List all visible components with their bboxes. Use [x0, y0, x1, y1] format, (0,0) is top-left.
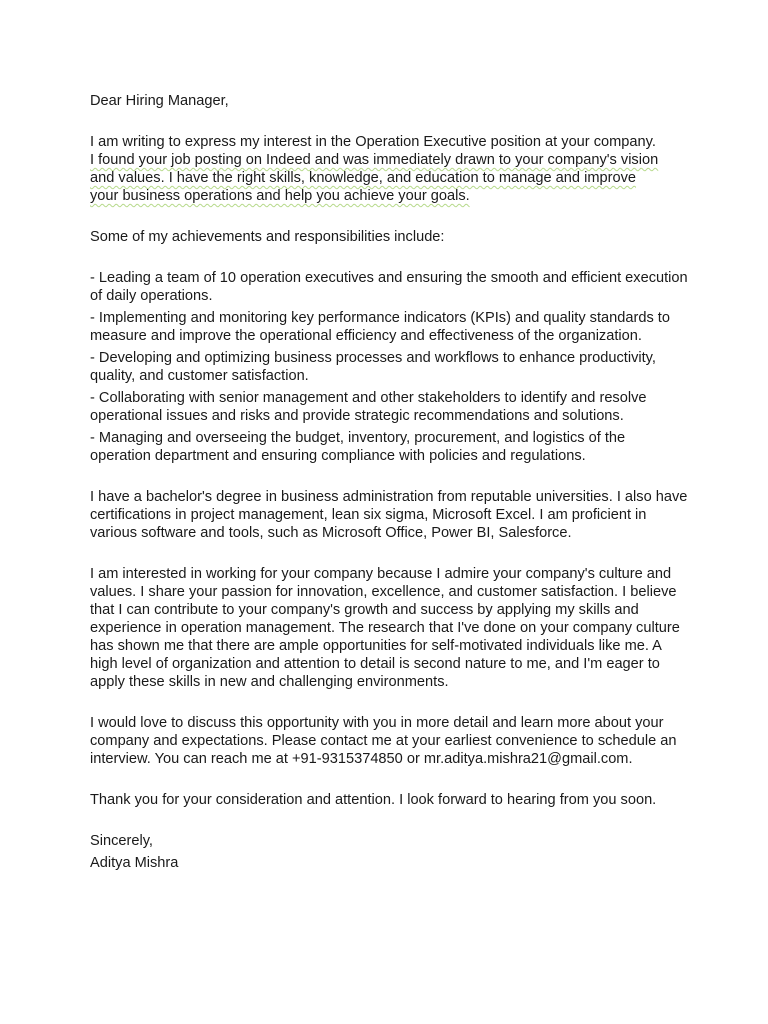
interest-paragraph: I am interested in working for your company because I admire your company's culture and values. I share your passion for innovation, excellence, and customer satisfaction. I believe that I can contribute to your company's growth and success by applying my skills and experience in operation management. The research that I've done on your company culture has shown me that there are ample opportunities for self-motivated individuals like me. A high level of organization and attention to detail is second nature to me, and I'm eager to apply these skills in new and challenging environments. — [90, 566, 680, 690]
intro-paragraph — [90, 133, 690, 205]
list-item: - Collaborating with senior management and other stakeholders to identify and resolve operational issues and risks and provide strategic recommendations and solutions. — [90, 390, 647, 424]
education-paragraph: I have a bachelor's degree in business administration from reputable universities. I also have certifications in project management, lean six sigma, Microsoft Excel. I am proficient in various software and tools, such as Microsoft Office, Power BI, Salesforce. — [90, 489, 688, 541]
list-item: - Developing and optimizing business processes and workflows to enhance productivity, quality, and customer satisfaction. — [90, 350, 656, 384]
closing: Sincerely, — [90, 833, 153, 849]
list-item: - Implementing and monitoring key performance indicators (KPIs) and quality standards to measure and improve the operational efficiency and effectiveness of the organization. — [90, 310, 670, 344]
closing-block — [90, 832, 690, 872]
achievements-heading: Some of my achievements and responsibilities include: — [90, 229, 445, 245]
cover-letter — [90, 92, 690, 872]
list-item: - Managing and overseeing the budget, inventory, procurement, and logistics of the operation department and ensuring compliance with policies and regulations. — [90, 430, 626, 464]
salutation: Dear Hiring Manager, — [90, 93, 229, 109]
intro-line: and values. I have the right skills, knowledge, and education to manage and improve — [90, 170, 636, 186]
list-item: - Leading a team of 10 operation executives and ensuring the smooth and efficient execution of daily operations. — [90, 270, 688, 304]
thanks-paragraph: Thank you for your consideration and attention. I look forward to hearing from you soon. — [90, 792, 657, 808]
intro-line: I am writing to express my interest in the Operation Executive position at your company. — [90, 134, 656, 150]
achievements-list — [90, 269, 690, 465]
contact-paragraph: I would love to discuss this opportunity with you in more detail and learn more about your company and expectations. Please contact me at your earliest convenience to schedule an interview. You can reach me at +91-9315374850 or mr.aditya.mishra21@gmail.com. — [90, 715, 677, 767]
signature-name: Aditya Mishra — [90, 855, 179, 871]
intro-line: your business operations and help you achieve your goals. — [90, 188, 470, 204]
intro-line: I found your job posting on Indeed and was immediately drawn to your company's vision — [90, 152, 659, 168]
